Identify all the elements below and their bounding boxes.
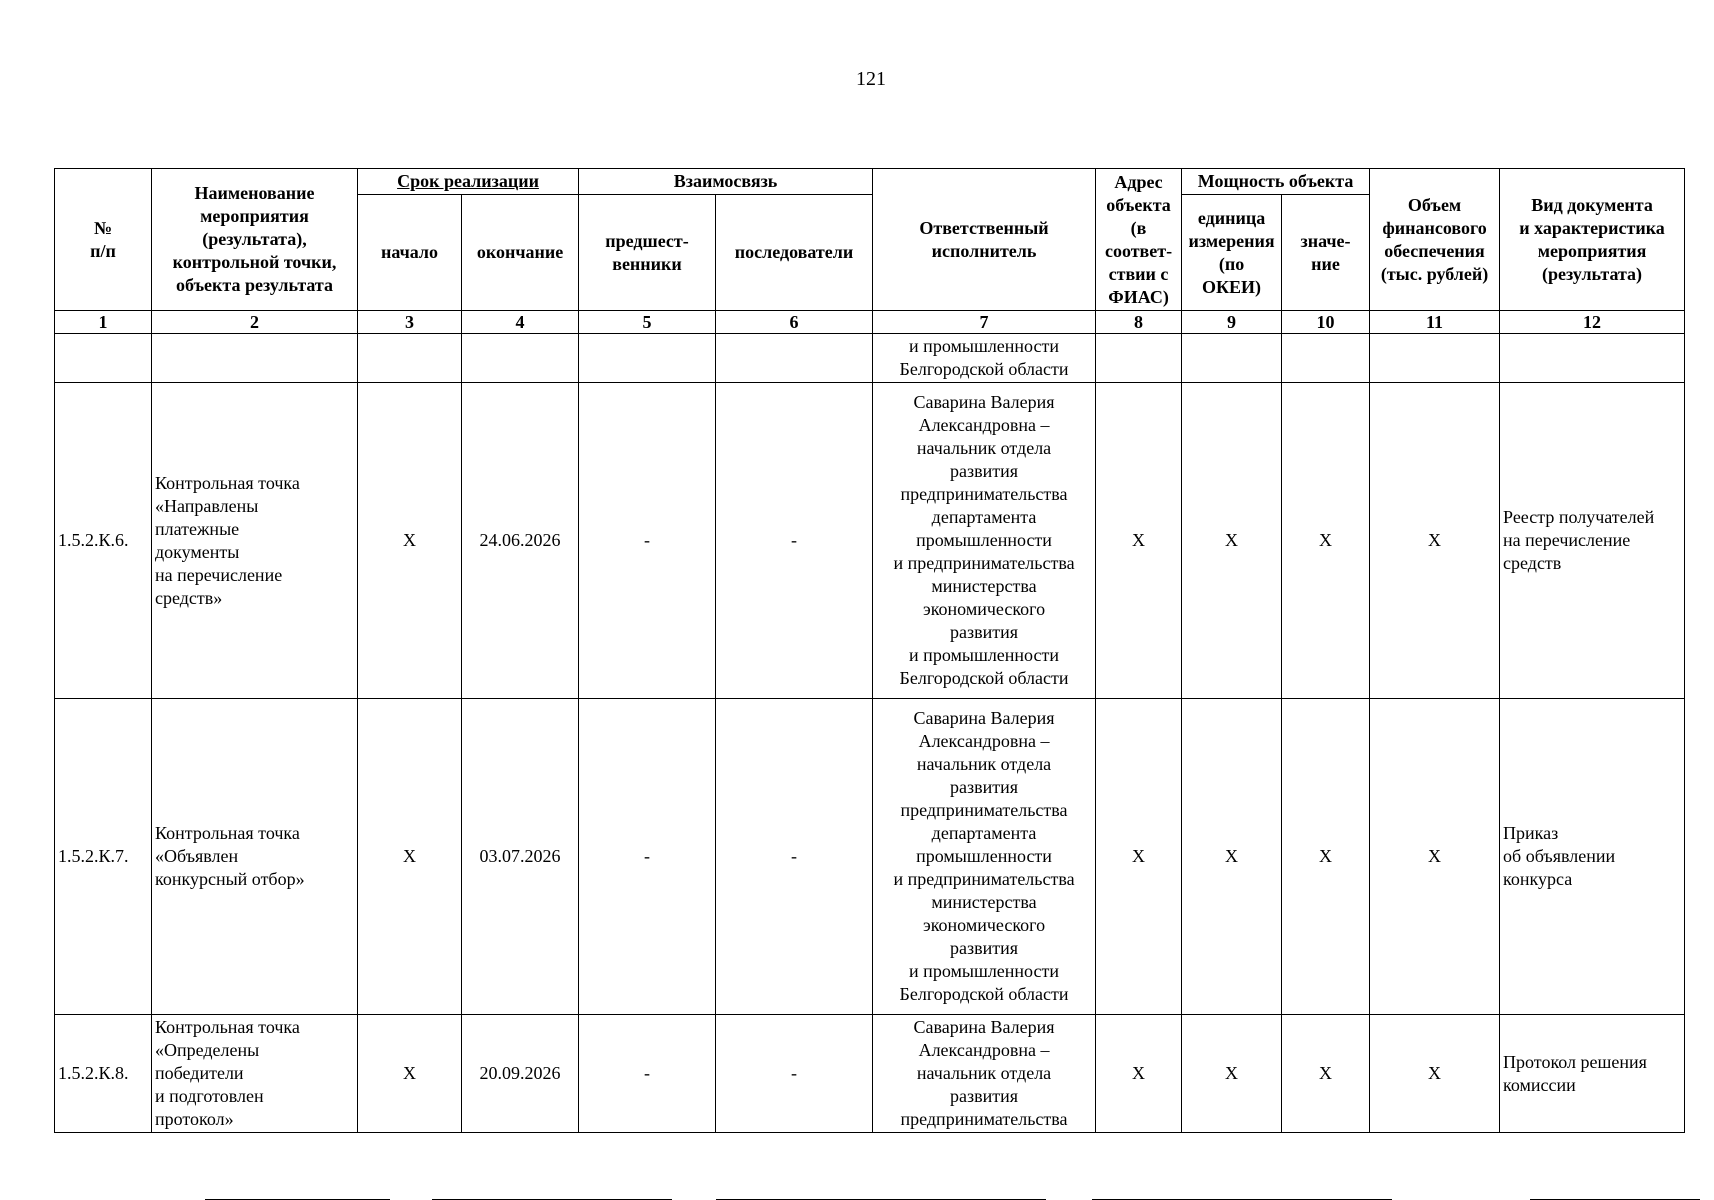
cell-executor: Саварина Валерия Александровна – начальник отдела развития предпринимательства xyxy=(873,1015,1096,1133)
plan-table xyxy=(54,168,1685,1133)
header-start: начало xyxy=(358,195,462,311)
cell-financing: X xyxy=(1370,383,1500,699)
cell-name: Контрольная точка «Определены победители и подготовлен протокол» xyxy=(152,1015,358,1133)
cell-name: Контрольная точка «Направлены платежные документы на перечисление средств» xyxy=(152,383,358,699)
cell-document: Реестр получателей на перечисление средств xyxy=(1500,383,1685,699)
page-number: 121 xyxy=(856,68,886,90)
table-row xyxy=(55,383,1685,699)
cell-executor: Саварина Валерия Александровна – начальник отдела развития предпринимательства департамента промышленности и предпринимательства министерства экономического развития и промышленности Белгородской области xyxy=(873,383,1096,699)
cell-empty xyxy=(1282,334,1370,383)
cell-empty xyxy=(716,334,873,383)
cell-predecessors: - xyxy=(579,1015,716,1133)
column-number: 7 xyxy=(873,311,1096,334)
column-numbers-row xyxy=(55,311,1685,334)
header-financing: Объем финансового обеспечения (тыс. рублей) xyxy=(1370,169,1500,311)
column-number: 9 xyxy=(1182,311,1282,334)
cell-empty xyxy=(358,334,462,383)
cell-end: 24.06.2026 xyxy=(462,383,579,699)
header-document: Вид документа и характеристика мероприятия (результата) xyxy=(1500,169,1685,311)
column-number: 5 xyxy=(579,311,716,334)
cell-address: X xyxy=(1096,1015,1182,1133)
header-group-link: Взаимосвязь xyxy=(579,169,873,195)
column-number: 11 xyxy=(1370,311,1500,334)
cell-empty xyxy=(55,334,152,383)
column-number: 3 xyxy=(358,311,462,334)
column-number: 4 xyxy=(462,311,579,334)
header-group-term: Срок реализации xyxy=(358,169,579,195)
cell-predecessors: - xyxy=(579,383,716,699)
cell-value: X xyxy=(1282,699,1370,1015)
header-successors: последователи xyxy=(716,195,873,311)
header-address: Адрес объекта (в соответ- ствии с ФИАС) xyxy=(1096,169,1182,311)
cell-end: 20.09.2026 xyxy=(462,1015,579,1133)
header-num: № п/п xyxy=(55,169,152,311)
cell-executor: Саварина Валерия Александровна – начальник отдела развития предпринимательства департамента промышленности и предпринимательства министерства экономического развития и промышленности Белгородской области xyxy=(873,699,1096,1015)
table-header xyxy=(55,169,1685,334)
cell-predecessors: - xyxy=(579,699,716,1015)
header-group-power: Мощность объекта xyxy=(1182,169,1370,195)
cell-start: X xyxy=(358,699,462,1015)
table-row xyxy=(55,1015,1685,1133)
cell-address: X xyxy=(1096,699,1182,1015)
cell-successors: - xyxy=(716,1015,873,1133)
cell-unit: X xyxy=(1182,383,1282,699)
cell-num: 1.5.2.К.7. xyxy=(55,699,152,1015)
header-unit: единица измерения (по ОКЕИ) xyxy=(1182,195,1282,311)
table-row xyxy=(55,699,1685,1015)
header-predecessors: предшест- венники xyxy=(579,195,716,311)
cell-start: X xyxy=(358,383,462,699)
column-number: 10 xyxy=(1282,311,1370,334)
cell-value: X xyxy=(1282,1015,1370,1133)
cell-financing: X xyxy=(1370,1015,1500,1133)
cell-empty xyxy=(1370,334,1500,383)
cell-successors: - xyxy=(716,699,873,1015)
header-end: окончание xyxy=(462,195,579,311)
cell-value: X xyxy=(1282,383,1370,699)
cell-empty xyxy=(1500,334,1685,383)
cell-num: 1.5.2.К.6. xyxy=(55,383,152,699)
cell-end: 03.07.2026 xyxy=(462,699,579,1015)
cell-empty xyxy=(579,334,716,383)
column-number: 6 xyxy=(716,311,873,334)
continuation-row xyxy=(55,334,1685,383)
column-number: 12 xyxy=(1500,311,1685,334)
header-value: значе- ние xyxy=(1282,195,1370,311)
cell-empty xyxy=(152,334,358,383)
cell-empty xyxy=(1182,334,1282,383)
column-number: 1 xyxy=(55,311,152,334)
column-number: 8 xyxy=(1096,311,1182,334)
cell-unit: X xyxy=(1182,1015,1282,1133)
cell-address: X xyxy=(1096,383,1182,699)
cell-empty xyxy=(1096,334,1182,383)
cell-document: Приказ об объявлении конкурса xyxy=(1500,699,1685,1015)
column-number: 2 xyxy=(152,311,358,334)
cell-empty xyxy=(462,334,579,383)
cell-name: Контрольная точка «Объявлен конкурсный отбор» xyxy=(152,699,358,1015)
cell-successors: - xyxy=(716,383,873,699)
cell-document: Протокол решения комиссии xyxy=(1500,1015,1685,1133)
cell-num: 1.5.2.К.8. xyxy=(55,1015,152,1133)
cell-financing: X xyxy=(1370,699,1500,1015)
header-name: Наименование мероприятия (результата), контрольной точки, объекта результата xyxy=(152,169,358,311)
cell-unit: X xyxy=(1182,699,1282,1015)
cell-executor: и промышленности Белгородской области xyxy=(873,334,1096,383)
cell-start: X xyxy=(358,1015,462,1133)
header-executor: Ответственный исполнитель xyxy=(873,169,1096,311)
